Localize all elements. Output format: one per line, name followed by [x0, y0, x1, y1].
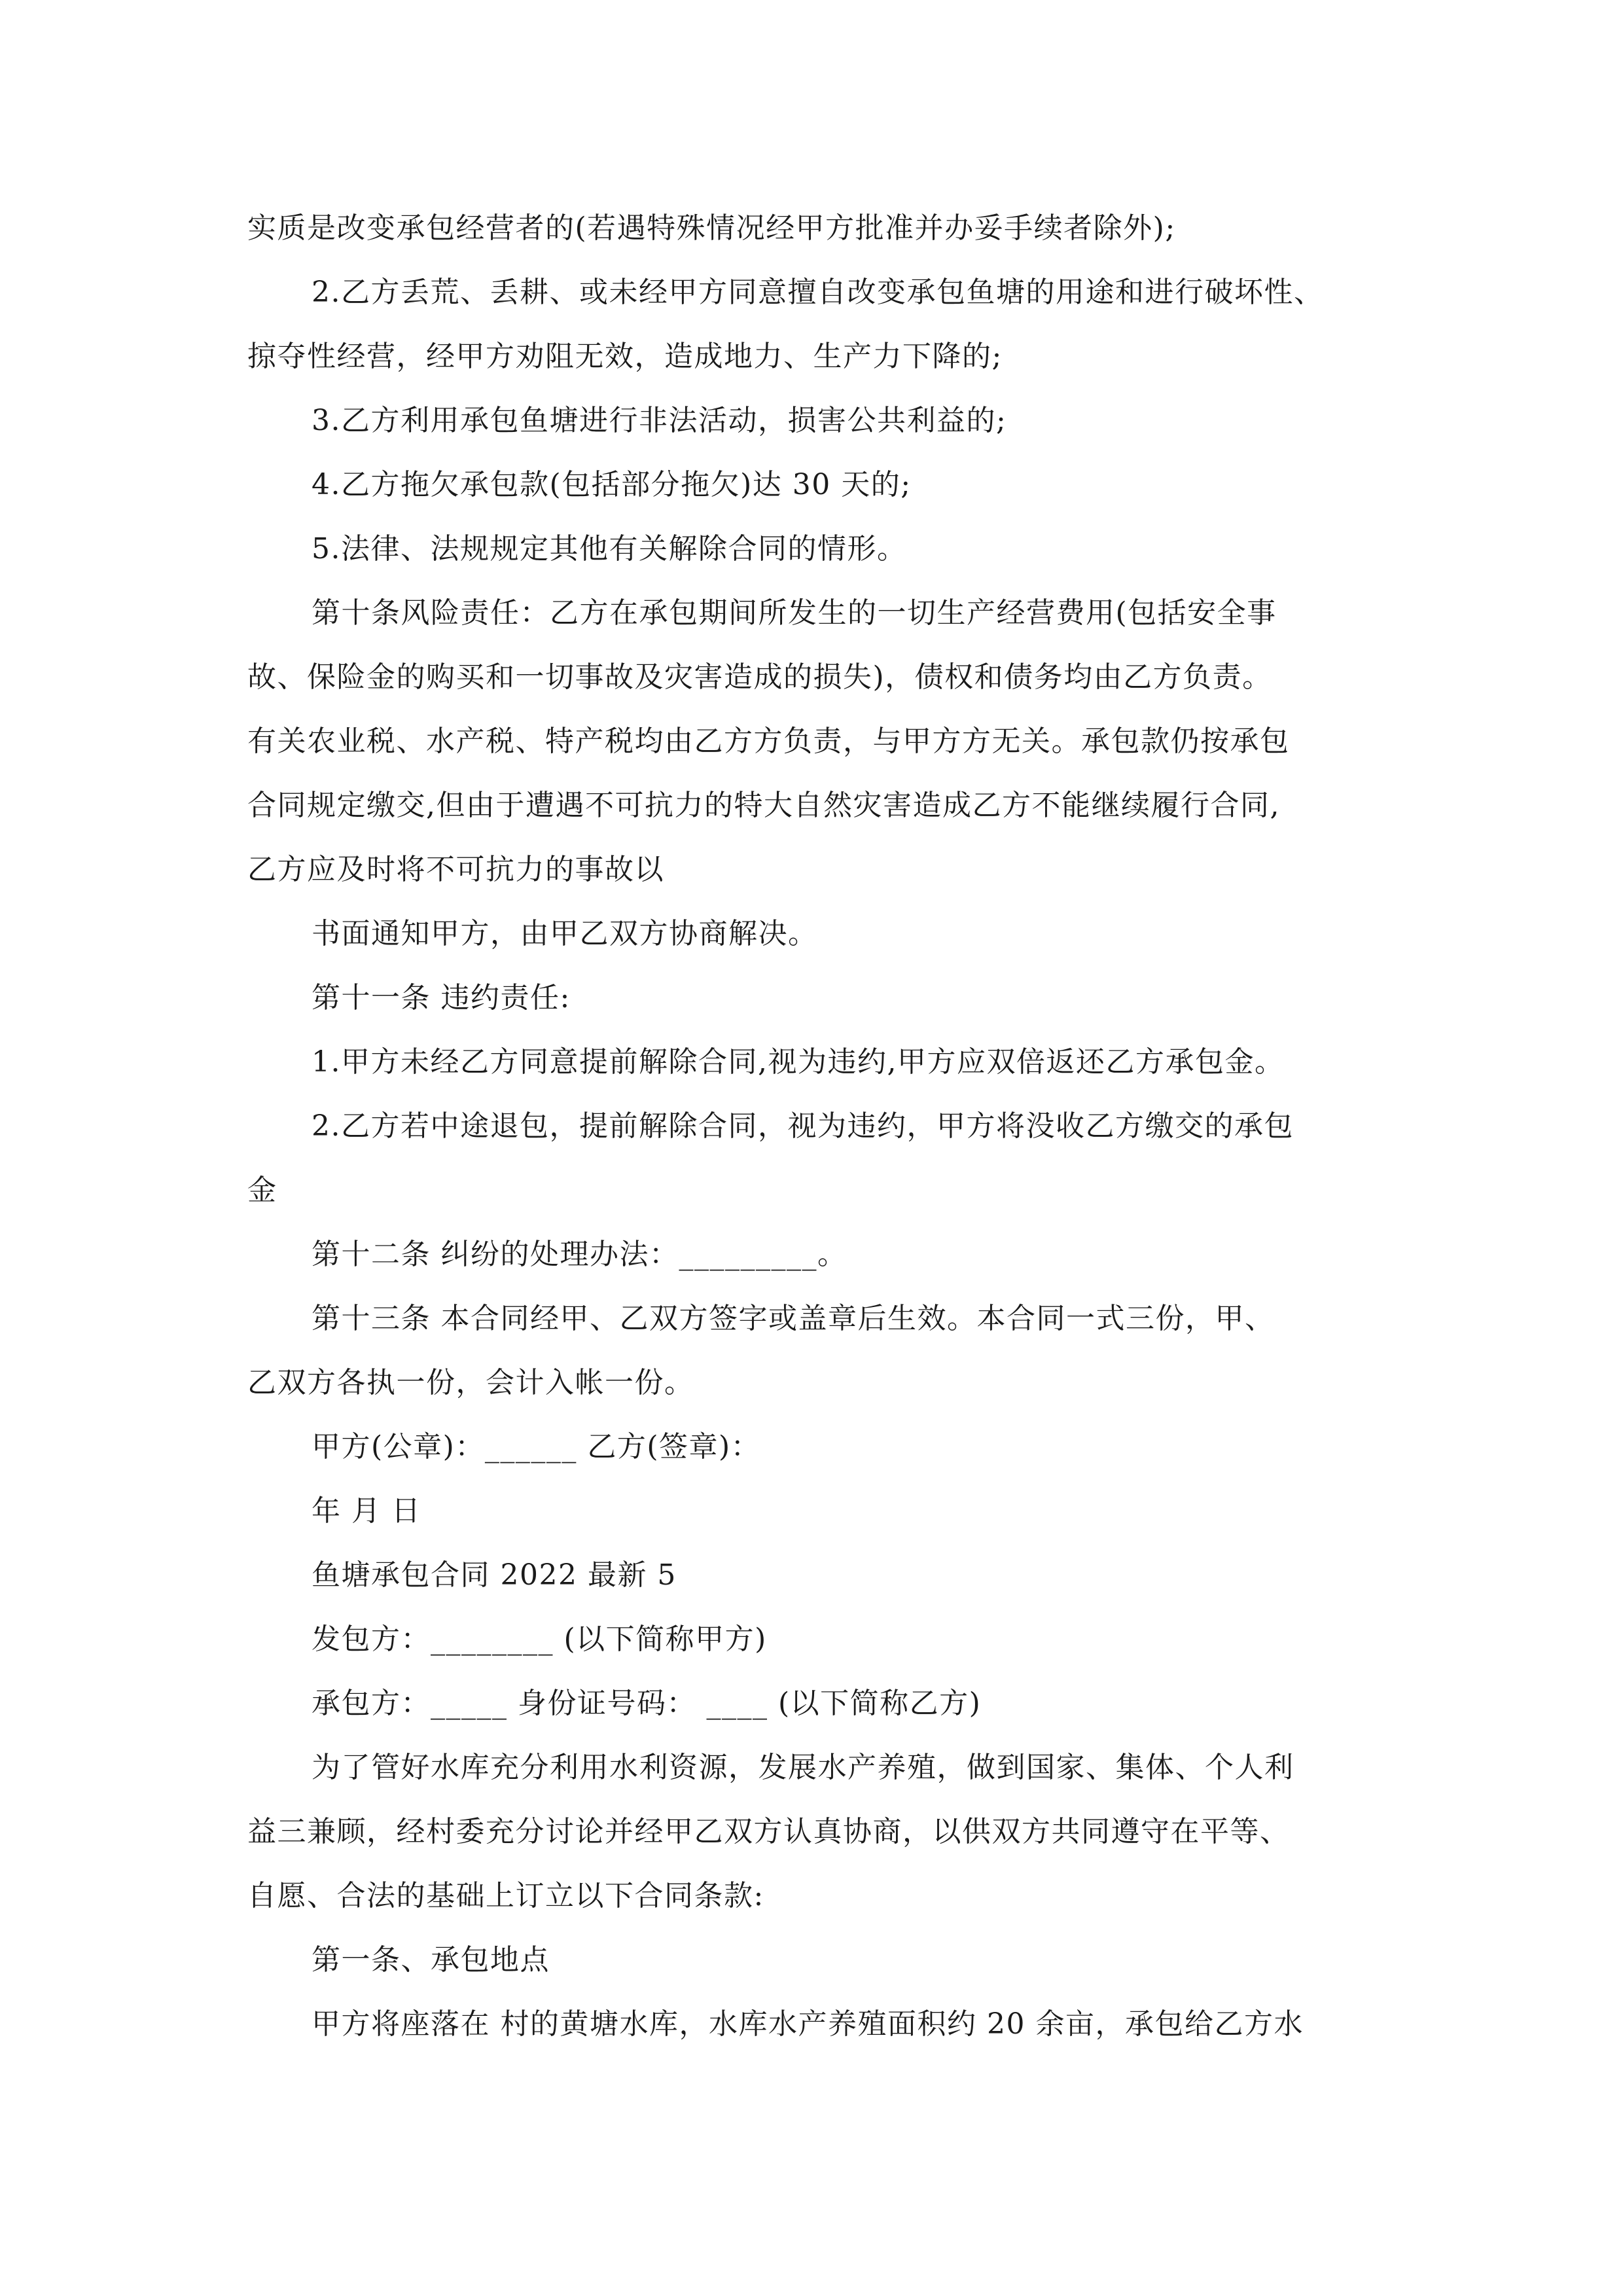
text-line: 书面通知甲方，由甲乙双方协商解决。 [312, 917, 818, 950]
text-line: 5.法律、法规规定其他有关解除合同的情形。 [312, 532, 907, 565]
text-line: 益三兼顾，经村委充分讨论并经甲乙双方认真协商，以供双方共同遵守在平等、 [247, 1815, 1290, 1848]
text-line: 乙方应及时将不可抗力的事故以 [247, 853, 664, 886]
text-line: 乙双方各执一份，会计入帐一份。 [247, 1366, 694, 1399]
text-line: 2.乙方若中途退包，提前解除合同，视为违约，甲方将没收乙方缴交的承包 [312, 1109, 1294, 1143]
text-line: 掠夺性经营，经甲方劝阻无效，造成地力、生产力下降的; [247, 340, 1003, 373]
text-line: 1.甲方未经乙方同意提前解除合同,视为违约,甲方应双倍返还乙方承包金。 [312, 1045, 1285, 1079]
party-line: 发包方：________ (以下简称甲方) [312, 1623, 767, 1656]
section-heading: 第一条、承包地点 [312, 1943, 550, 1977]
signature-line: 甲方(公章)：______ 乙方(签章)： [312, 1430, 761, 1463]
text-line: 第十条风险责任：乙方在承包期间所发生的一切生产经营费用(包括安全事 [312, 596, 1277, 630]
party-line: 承包方：_____ 身份证号码： ____ (以下简称乙方) [312, 1687, 982, 1720]
text-line: 甲方将座落在 村的黄塘水库，水库水产养殖面积约 20 余亩，承包给乙方水 [312, 2007, 1304, 2041]
text-line: 为了管好水库充分利用水利资源，发展水产养殖，做到国家、集体、个人利 [312, 1751, 1294, 1784]
text-line: 第十二条 纠纷的处理办法：_________。 [312, 1238, 847, 1271]
text-line: 第十三条 本合同经甲、乙双方签字或盖章后生效。本合同一式三份，甲、 [312, 1302, 1275, 1335]
text-line: 4.乙方拖欠承包款(包括部分拖欠)达 30 天的; [312, 468, 912, 501]
text-line: 3.乙方利用承包鱼塘进行非法活动，损害公共利益的; [312, 404, 1007, 437]
document-body [247, 196, 1380, 2056]
section-heading: 第十一条 违约责任: [312, 981, 571, 1014]
text-line: 合同规定缴交,但由于遭遇不可抗力的特大自然灾害造成乙方不能继续履行合同, [247, 789, 1280, 822]
text-line: 自愿、合法的基础上订立以下合同条款: [247, 1879, 764, 1912]
contract-title: 鱼塘承包合同 2022 最新 5 [312, 1558, 677, 1592]
date-line: 年 月 日 [312, 1494, 421, 1528]
text-line: 2.乙方丢荒、丢耕、或未经甲方同意擅自改变承包鱼塘的用途和进行破坏性、 [312, 276, 1324, 309]
text-line: 有关农业税、水产税、特产税均由乙方方负责，与甲方方无关。承包款仍按承包 [247, 725, 1290, 758]
text-line: 故、保险金的购买和一切事故及灾害造成的损失)，债权和债务均由乙方负责。 [247, 660, 1272, 694]
text-line: 实质是改变承包经营者的(若遇特殊情况经甲方批准并办妥手续者除外); [247, 211, 1176, 245]
text-line: 金 [247, 1174, 277, 1207]
